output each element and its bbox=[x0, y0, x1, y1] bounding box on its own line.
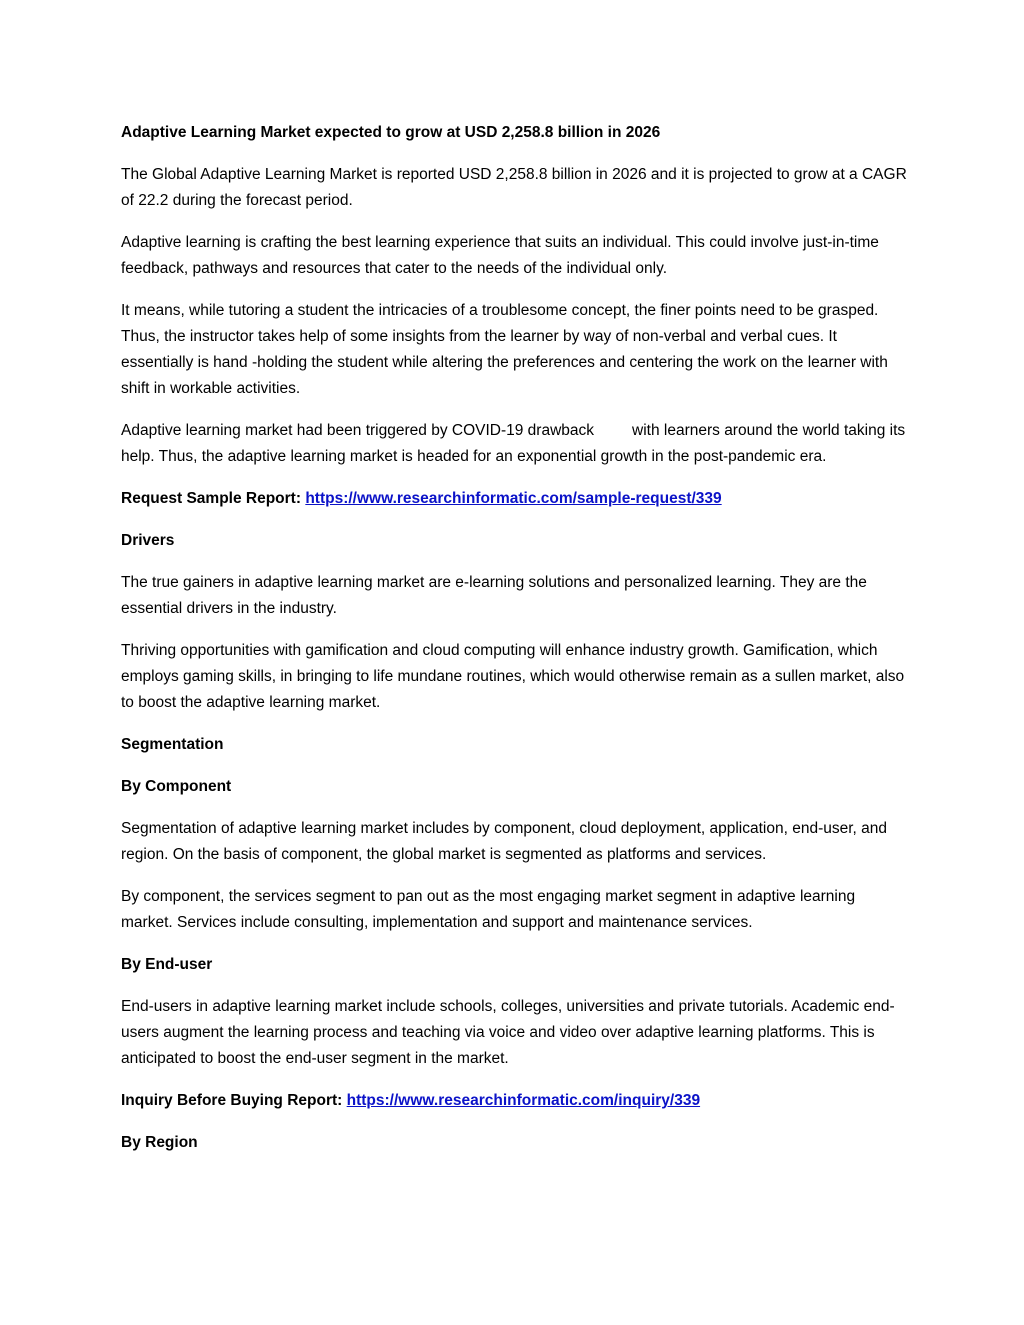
by-end-user-heading: By End-user bbox=[121, 956, 213, 973]
inquiry-link[interactable]: https://www.researchinformatic.com/inquiry/339 bbox=[346, 1092, 701, 1109]
drivers-paragraph-1: The true gainers in adaptive learning market are e-learning solutions and personalized learning. They are the essential drivers in the industry. bbox=[121, 574, 867, 617]
by-component-heading: By Component bbox=[121, 778, 232, 795]
intro-paragraph-1: The Global Adaptive Learning Market is reported USD 2,258.8 billion in 2026 and it is projected to grow at a CAGR of 22.2 during the forecast period. bbox=[121, 166, 907, 209]
component-paragraph-2: By component, the services segment to pan out as the most engaging market segment in adaptive learning market. Services include consulting, implementation and support and maintenance services. bbox=[121, 888, 856, 931]
drivers-paragraph-2: Thriving opportunities with gamification and cloud computing will enhance industry growth. Gamification, which employs gaming skills, in bringing to life mundane routines, which would otherwise remain as a sullen market, also to boost the adaptive learning market. bbox=[121, 642, 905, 711]
intro-paragraph-4 bbox=[121, 418, 911, 470]
intro-paragraph-2: Adaptive learning is crafting the best learning experience that suits an individual. This could involve just-in-time feedback, pathways and resources that cater to the needs of the individual only. bbox=[121, 234, 879, 277]
document-page bbox=[121, 120, 911, 1172]
segmentation-heading: Segmentation bbox=[121, 736, 224, 753]
intro-paragraph-3: It means, while tutoring a student the intricacies of a troublesome concept, the finer points need to be grasped. Thus, the instructor takes help of some insights from the learner by way of non-verbal and verbal cues. It essentially is hand -holding the student while altering the preferences and centering the work on the learner with shift in workable activities. bbox=[121, 302, 888, 397]
sample-request-label: Request Sample Report: bbox=[121, 490, 302, 507]
sample-request-link[interactable]: https://www.researchinformatic.com/sample-request/339 bbox=[305, 490, 722, 507]
intro-paragraph-4-part-b: with learners around the world taking its help. Thus, the adaptive learning market is headed for an exponential growth in the post-pandemic era. bbox=[121, 422, 906, 465]
end-user-paragraph: End-users in adaptive learning market include schools, colleges, universities and private tutorials. Academic end-users augment the learning process and teaching via voice and video over adaptive learning platforms. This is anticipated to boost the end-user segment in the market. bbox=[121, 998, 895, 1067]
inquiry-line bbox=[121, 1088, 911, 1114]
document-title: Adaptive Learning Market expected to grow at USD 2,258.8 billion in 2026 bbox=[121, 124, 661, 141]
component-paragraph-1: Segmentation of adaptive learning market includes by component, cloud deployment, application, end-user, and region. On the basis of component, the global market is segmented as platforms and services. bbox=[121, 820, 888, 863]
inquiry-label: Inquiry Before Buying Report: bbox=[121, 1092, 343, 1109]
sample-request-line bbox=[121, 486, 911, 512]
drivers-heading: Drivers bbox=[121, 532, 175, 549]
by-region-heading: By Region bbox=[121, 1134, 198, 1151]
intro-paragraph-4-part-a: Adaptive learning market had been triggered by COVID-19 drawback bbox=[121, 422, 595, 439]
